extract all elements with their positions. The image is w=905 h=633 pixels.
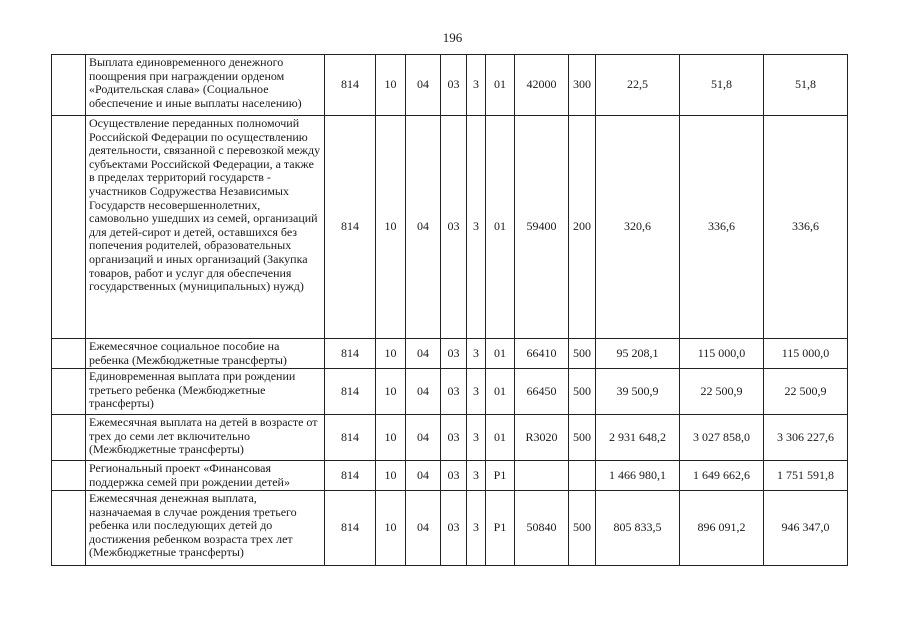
event-code: 01 <box>486 116 515 339</box>
direction-code: R3020 <box>515 415 569 461</box>
subprogram-code: 3 <box>467 55 486 116</box>
row-name: Ежемесячная выплата на детей в возрасте от трех до семи лет включительно (Межбюджетные трансферты) <box>86 415 325 461</box>
direction-code: 66410 <box>515 339 569 369</box>
expense-type-code <box>569 461 596 491</box>
expense-type-code: 500 <box>569 415 596 461</box>
amount-year-3: 946 347,0 <box>764 491 848 566</box>
ministry-code: 814 <box>325 491 376 566</box>
amount-year-1: 320,6 <box>596 116 680 339</box>
subsection-code: 04 <box>406 339 441 369</box>
amount-year-2: 336,6 <box>680 116 764 339</box>
subsection-code: 04 <box>406 116 441 339</box>
amount-year-1: 22,5 <box>596 55 680 116</box>
blank-cell <box>52 461 86 491</box>
direction-code: 66450 <box>515 369 569 415</box>
table-row <box>52 461 848 491</box>
blank-cell <box>52 369 86 415</box>
event-code: 01 <box>486 55 515 116</box>
section-code: 10 <box>376 461 406 491</box>
direction-code: 50840 <box>515 491 569 566</box>
expense-type-code: 300 <box>569 55 596 116</box>
blank-cell <box>52 491 86 566</box>
section-code: 10 <box>376 415 406 461</box>
amount-year-3: 336,6 <box>764 116 848 339</box>
subsection-code: 04 <box>406 491 441 566</box>
amount-year-1: 95 208,1 <box>596 339 680 369</box>
subsection-code: 04 <box>406 415 441 461</box>
subprogram-code: 3 <box>467 491 486 566</box>
row-name: Ежемесячная денежная выплата, назначаемая в случае рождения третьего ребенка или последующих детей до достижения ребенком возраста трех лет (Межбюджетные трансферты) <box>86 491 325 566</box>
program-code: 03 <box>441 461 467 491</box>
row-name: Осуществление переданных полномочий Российской Федерации по осуществлению деятельности, связанной с перевозкой между субъектами Российской Федерации, а также в пределах территорий государств - участников Содружества Независимых Государств несовершеннолетних, самовольно ушедших из семей, организаций для детей-сирот и детей, оставшихся без попечения родителей, образовательных организаций и иных организаций (Закупка товаров, работ и услуг для обеспечения государственных (муниципальных) нужд) <box>86 116 325 339</box>
subprogram-code: 3 <box>467 461 486 491</box>
amount-year-1: 1 466 980,1 <box>596 461 680 491</box>
section-code: 10 <box>376 491 406 566</box>
amount-year-2: 51,8 <box>680 55 764 116</box>
subprogram-code: 3 <box>467 116 486 339</box>
program-code: 03 <box>441 55 467 116</box>
amount-year-2: 22 500,9 <box>680 369 764 415</box>
program-code: 03 <box>441 369 467 415</box>
event-code: 01 <box>486 339 515 369</box>
blank-cell <box>52 339 86 369</box>
row-name: Региональный проект «Финансовая поддержка семей при рождении детей» <box>86 461 325 491</box>
subsection-code: 04 <box>406 461 441 491</box>
amount-year-3: 3 306 227,6 <box>764 415 848 461</box>
amount-year-1: 805 833,5 <box>596 491 680 566</box>
blank-cell <box>52 116 86 339</box>
page-number: 196 <box>442 30 463 45</box>
table-row <box>52 339 848 369</box>
event-code: P1 <box>486 461 515 491</box>
amount-year-2: 1 649 662,6 <box>680 461 764 491</box>
direction-code: 42000 <box>515 55 569 116</box>
section-code: 10 <box>376 339 406 369</box>
ministry-code: 814 <box>325 116 376 339</box>
direction-code: 59400 <box>515 116 569 339</box>
budget-table <box>51 54 848 566</box>
subprogram-code: 3 <box>467 415 486 461</box>
blank-cell <box>52 55 86 116</box>
event-code: 01 <box>486 415 515 461</box>
program-code: 03 <box>441 116 467 339</box>
amount-year-1: 39 500,9 <box>596 369 680 415</box>
row-name: Выплата единовременного денежного поощрения при награждении орденом «Родительская слава» (Социальное обеспечение и иные выплаты населению) <box>86 55 325 116</box>
table-row <box>52 491 848 566</box>
expense-type-code: 500 <box>569 369 596 415</box>
amount-year-2: 896 091,2 <box>680 491 764 566</box>
amount-year-1: 2 931 648,2 <box>596 415 680 461</box>
expense-type-code: 500 <box>569 339 596 369</box>
amount-year-3: 1 751 591,8 <box>764 461 848 491</box>
event-code: 01 <box>486 369 515 415</box>
subprogram-code: 3 <box>467 339 486 369</box>
amount-year-2: 3 027 858,0 <box>680 415 764 461</box>
amount-year-2: 115 000,0 <box>680 339 764 369</box>
subprogram-code: 3 <box>467 369 486 415</box>
ministry-code: 814 <box>325 339 376 369</box>
subsection-code: 04 <box>406 369 441 415</box>
ministry-code: 814 <box>325 415 376 461</box>
amount-year-3: 115 000,0 <box>764 339 848 369</box>
row-name: Ежемесячное социальное пособие на ребенка (Межбюджетные трансферты) <box>86 339 325 369</box>
expense-type-code: 500 <box>569 491 596 566</box>
blank-cell <box>52 415 86 461</box>
program-code: 03 <box>441 491 467 566</box>
amount-year-3: 51,8 <box>764 55 848 116</box>
ministry-code: 814 <box>325 369 376 415</box>
table-row <box>52 415 848 461</box>
table-row <box>52 369 848 415</box>
direction-code <box>515 461 569 491</box>
table-row <box>52 55 848 116</box>
row-name: Единовременная выплата при рождении третьего ребенка (Межбюджетные трансферты) <box>86 369 325 415</box>
section-code: 10 <box>376 55 406 116</box>
expense-type-code: 200 <box>569 116 596 339</box>
table-row <box>52 116 848 339</box>
program-code: 03 <box>441 415 467 461</box>
subsection-code: 04 <box>406 55 441 116</box>
amount-year-3: 22 500,9 <box>764 369 848 415</box>
program-code: 03 <box>441 339 467 369</box>
section-code: 10 <box>376 369 406 415</box>
ministry-code: 814 <box>325 55 376 116</box>
section-code: 10 <box>376 116 406 339</box>
ministry-code: 814 <box>325 461 376 491</box>
event-code: P1 <box>486 491 515 566</box>
